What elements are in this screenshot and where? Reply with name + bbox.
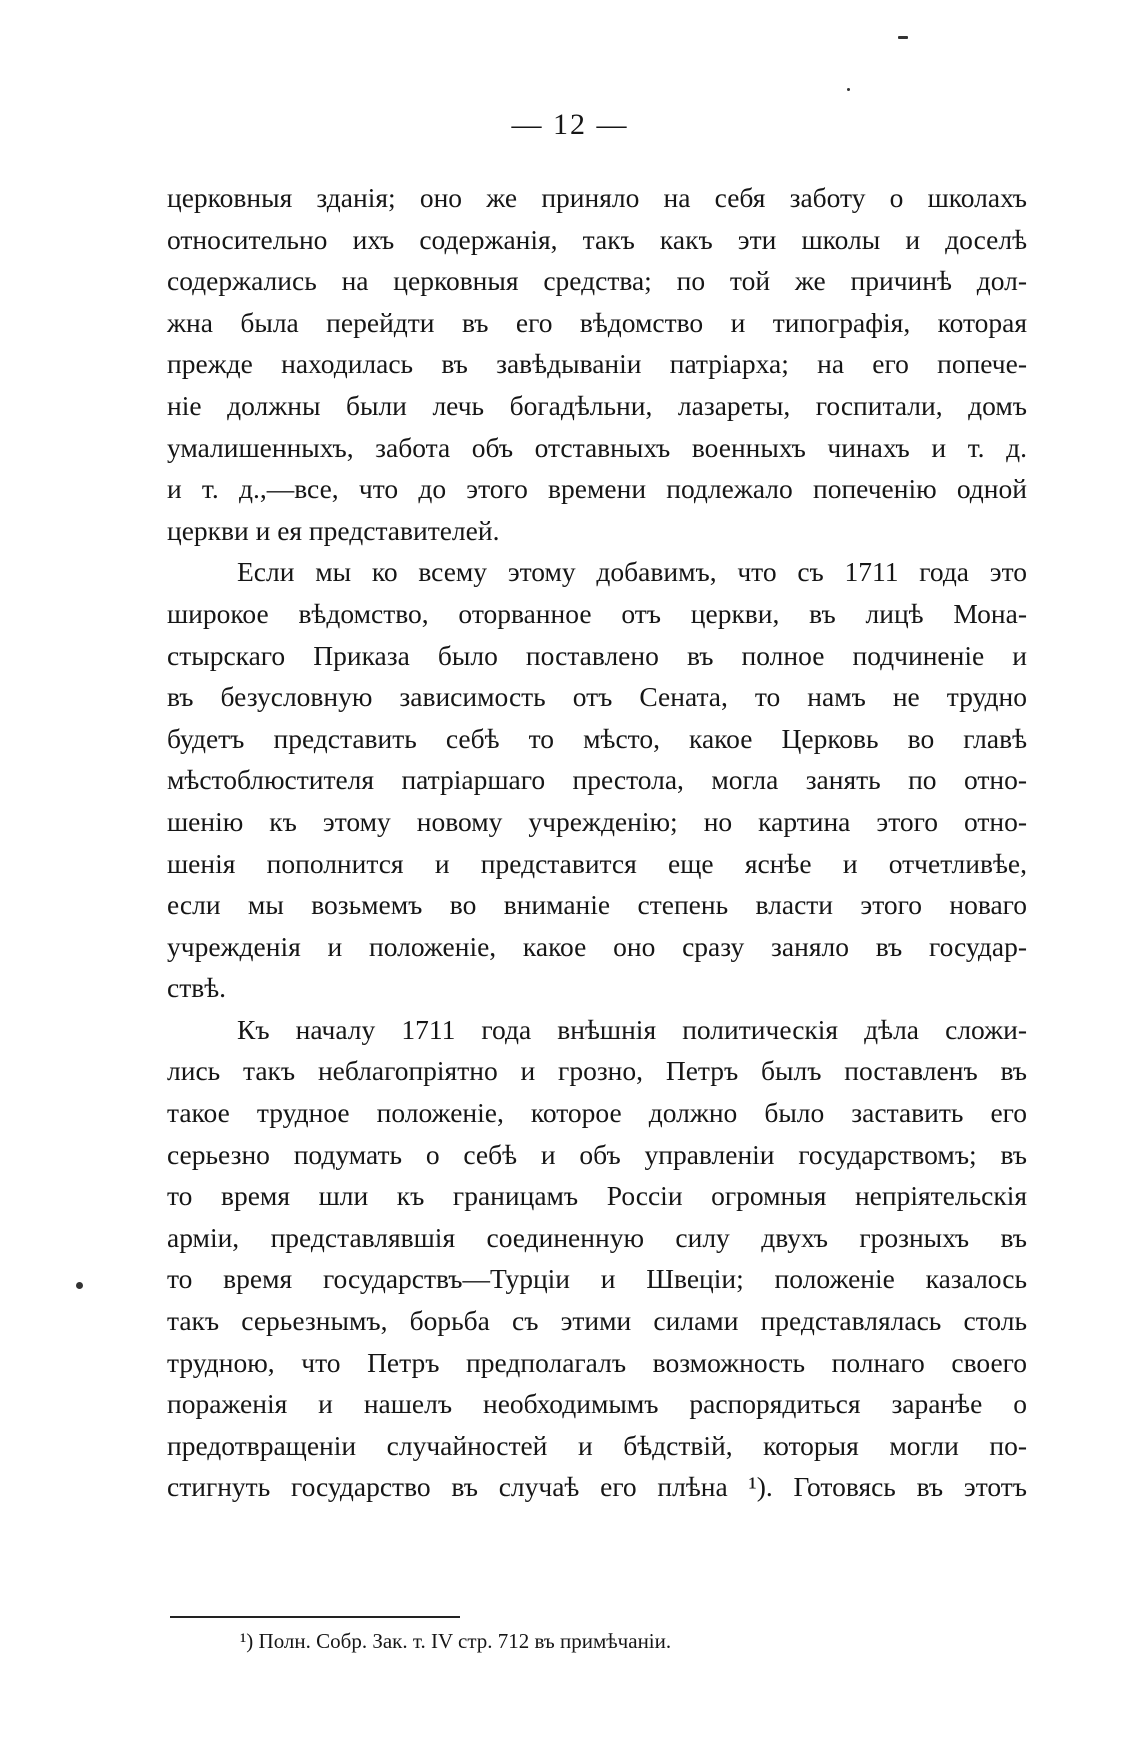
text-line: и т. д.,—все, что до этого времени подлежало попеченію одной <box>167 473 1027 505</box>
scan-speck <box>898 36 908 39</box>
text-line: трудною, что Петръ предполагалъ возможность полнаго своего <box>167 1346 1027 1378</box>
text-line: стырскаго Приказа было поставлено въ полное подчиненіе и <box>167 639 1027 671</box>
text-line: церковныя зданія; оно же приняло на себя заботу о школахъ <box>167 182 1027 213</box>
text-line: арміи, представлявшія соединенную силу двухъ грозныхъ въ <box>167 1221 1027 1253</box>
text-line: содержались на церковныя средства; по той же причинѣ дол- <box>167 265 1027 297</box>
body-text <box>167 177 1027 1508</box>
text-line: ствѣ. <box>167 972 227 1004</box>
paragraph-start-line: Къ началу 1711 года внѣшнія политическія дѣла сложи- <box>237 1013 1027 1045</box>
text-line: ніе должны были лечь богадѣльни, лазареты, госпитали, домъ <box>167 389 1027 421</box>
text-line: шенію къ этому новому учрежденію; но картина этого отно- <box>167 805 1027 837</box>
paragraph-start-line: Если мы ко всему этому добавимъ, что съ 1711 года это <box>237 556 1027 588</box>
text-line: шенія пополнится и представится еще яснѣе и отчетливѣе, <box>167 847 1027 879</box>
text-line: такъ серьезнымъ, борьба съ этими силами представлялась столь <box>167 1305 1027 1337</box>
text-line: серьезно подумать о себѣ и объ управленіи государствомъ; въ <box>167 1138 1027 1170</box>
text-line: мѣстоблюстителя патріаршаго престола, могла занять по отно- <box>167 764 1027 796</box>
footnote-divider <box>170 1616 460 1618</box>
scan-speck <box>847 88 850 91</box>
text-line: учрежденія и положеніе, какое оно сразу заняло въ государ- <box>167 930 1027 962</box>
text-line: стигнуть государство въ случаѣ его плѣна ¹). Готовясь въ этотъ <box>167 1471 1027 1503</box>
text-line: лись такъ неблагопріятно и грозно, Петръ былъ поставленъ въ <box>167 1055 1027 1087</box>
text-line: церкви и ея представителей. <box>167 514 500 546</box>
text-line: въ безусловную зависимость отъ Сената, то намъ не трудно <box>167 681 1027 713</box>
text-line: широкое вѣдомство, оторванное отъ церкви, въ лицѣ Мона- <box>167 597 1027 629</box>
scan-speck <box>76 1282 83 1289</box>
text-line: предотвращеніи случайностей и бѣдствій, которыя могли по- <box>167 1429 1027 1461</box>
text-line: прежде находилась въ завѣдываніи патріарха; на его попече- <box>167 348 1027 380</box>
text-line: такое трудное положеніе, которое должно было заставить его <box>167 1097 1027 1129</box>
text-line: умалишенныхъ, забота объ отставныхъ военныхъ чинахъ и т. д. <box>167 431 1027 463</box>
text-line: то время государствъ—Турціи и Швеціи; положеніе казалось <box>167 1263 1027 1295</box>
text-line: если мы возьмемъ во вниманіе степень власти этого новаго <box>167 889 1027 921</box>
text-line: будетъ представить себѣ то мѣсто, какое Церковь во главѣ <box>167 722 1027 754</box>
page-number: — 12 — <box>511 108 629 141</box>
text-line: пораженія и нашелъ необходимымъ распорядиться заранѣе о <box>167 1388 1027 1420</box>
text-line: то время шли къ границамъ Россіи огромныя непріятельскія <box>167 1180 1027 1212</box>
footnote: ¹) Полн. Собр. Зак. т. IV стр. 712 въ примѣчаніи. <box>240 1629 672 1653</box>
text-line: относительно ихъ содержанія, такъ какъ эти школы и доселѣ <box>167 223 1027 255</box>
text-line: жна была перейдти въ его вѣдомство и типографія, которая <box>167 306 1027 338</box>
